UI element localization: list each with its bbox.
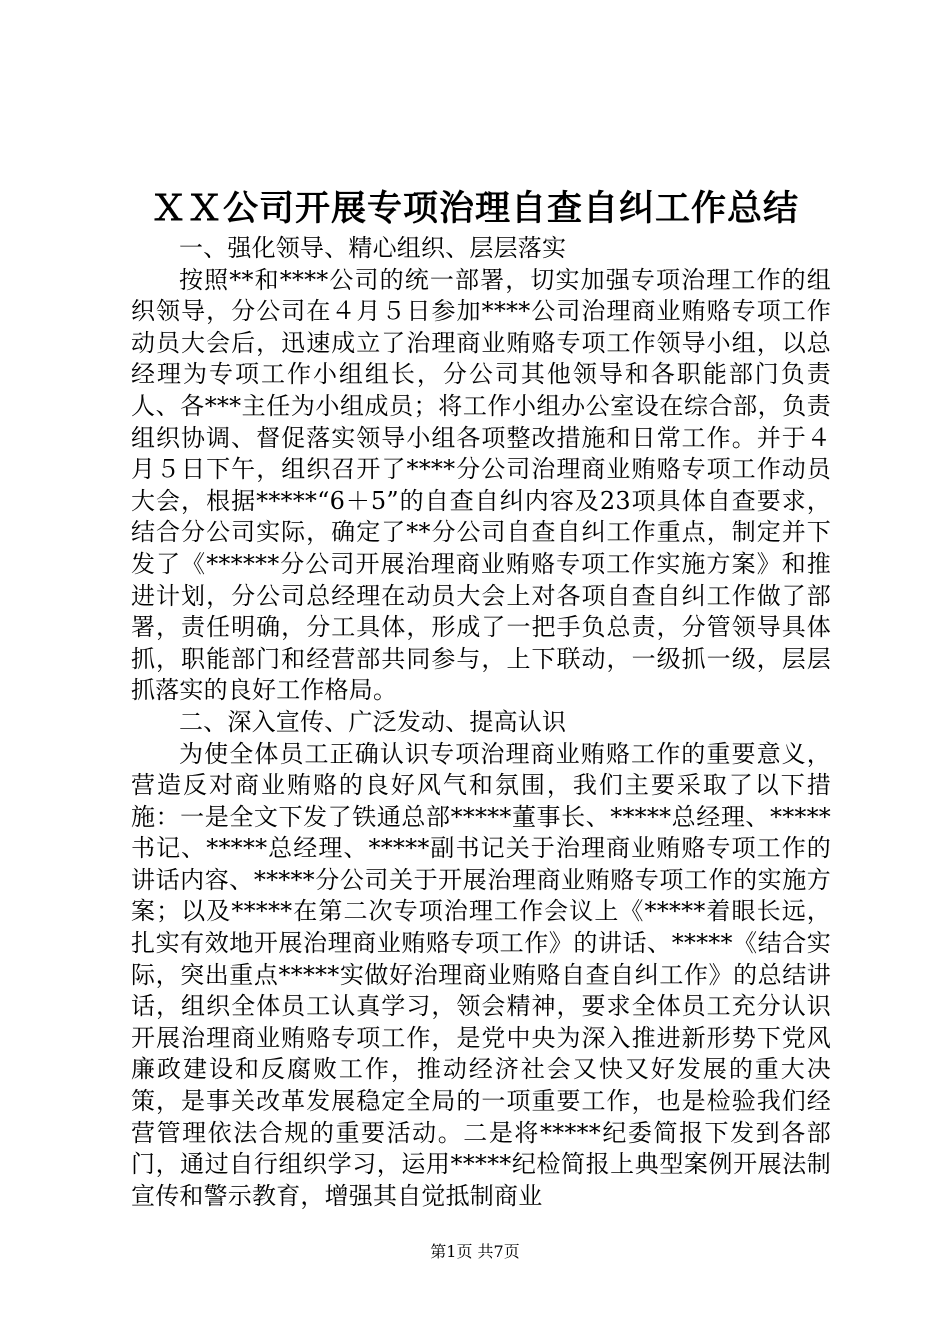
body-paragraph-1: 按照**和****公司的统一部署，切实加强专项治理工作的组织领导，分公司在４月５日参加****公司治理商业贿赂专项工作动员大会后，迅速成立了治理商业贿赂专项工作领导小组，以总经理为专项工作小组组长，分公司其他领导和各职能部门负责人、各***主任为小组成员；将工作小组办公室设在综合部，负责组织协调、督促落实领导小组各项整改措施和日常工作。并于４月５日下午，组织召开了****分公司治理商业贿赂专项工作动员大会，根据*****“6＋5”的自查自纠内容及23项具体自查要求，结合分公司实际，确定了**分公司自查自纠工作重点，制定并下发了《******分公司开展治理商业贿赂专项工作实施方案》和推进计划，分公司总经理在动员大会上对各项自查自纠工作做了部署，责任明确，分工具体，形成了一把手负总责，分管领导具体抓，职能部门和经营部共同参与，上下联动，一级抓一级，层层抓落实的良好工作格局。 (131, 265, 831, 705)
page-footer: 第1页 共7页 (430, 1242, 520, 1261)
document-title: ＸＸ公司开展专项治理自查自纠工作总结 (150, 188, 799, 229)
section-heading-1: 一、强化领导、精心组织、层层落实 (179, 234, 567, 262)
body-paragraph-2: 为使全体员工正确认识专项治理商业贿赂工作的重要意义，营造反对商业贿赂的良好风气和氛围，我们主要采取了以下措施：一是全文下发了铁通总部*****董事长、*****总经理、*****书记、*****总经理、*****副书记关于治理商业贿赂专项工作的讲话内容、*****分公司关于开展治理商业贿赂专项工作的实施方案；以及*****在第二次专项治理工作会议上《*****着眼长远，扎实有效地开展治理商业贿赂专项工作》的讲话、*****《结合实际，突出重点*****实做好治理商业贿赂自查自纠工作》的总结讲话，组织全体员工认真学习，领会精神，要求全体员工充分认识开展治理商业贿赂专项工作，是党中央为深入推进新形势下党风廉政建设和反腐败工作，推动经济社会又快又好发展的重大决策，是事关改革发展稳定全局的一项重要工作，也是检验我们经营管理依法合规的重要活动。二是将*****纪委简报下发到各部门，通过自行组织学习，运用*****纪检简报上典型案例开展法制宣传和警示教育，增强其自觉抵制商业 (131, 739, 831, 1210)
section-heading-2: 二、深入宣传、广泛发动、提高认识 (179, 707, 567, 736)
document-body (131, 233, 831, 1212)
